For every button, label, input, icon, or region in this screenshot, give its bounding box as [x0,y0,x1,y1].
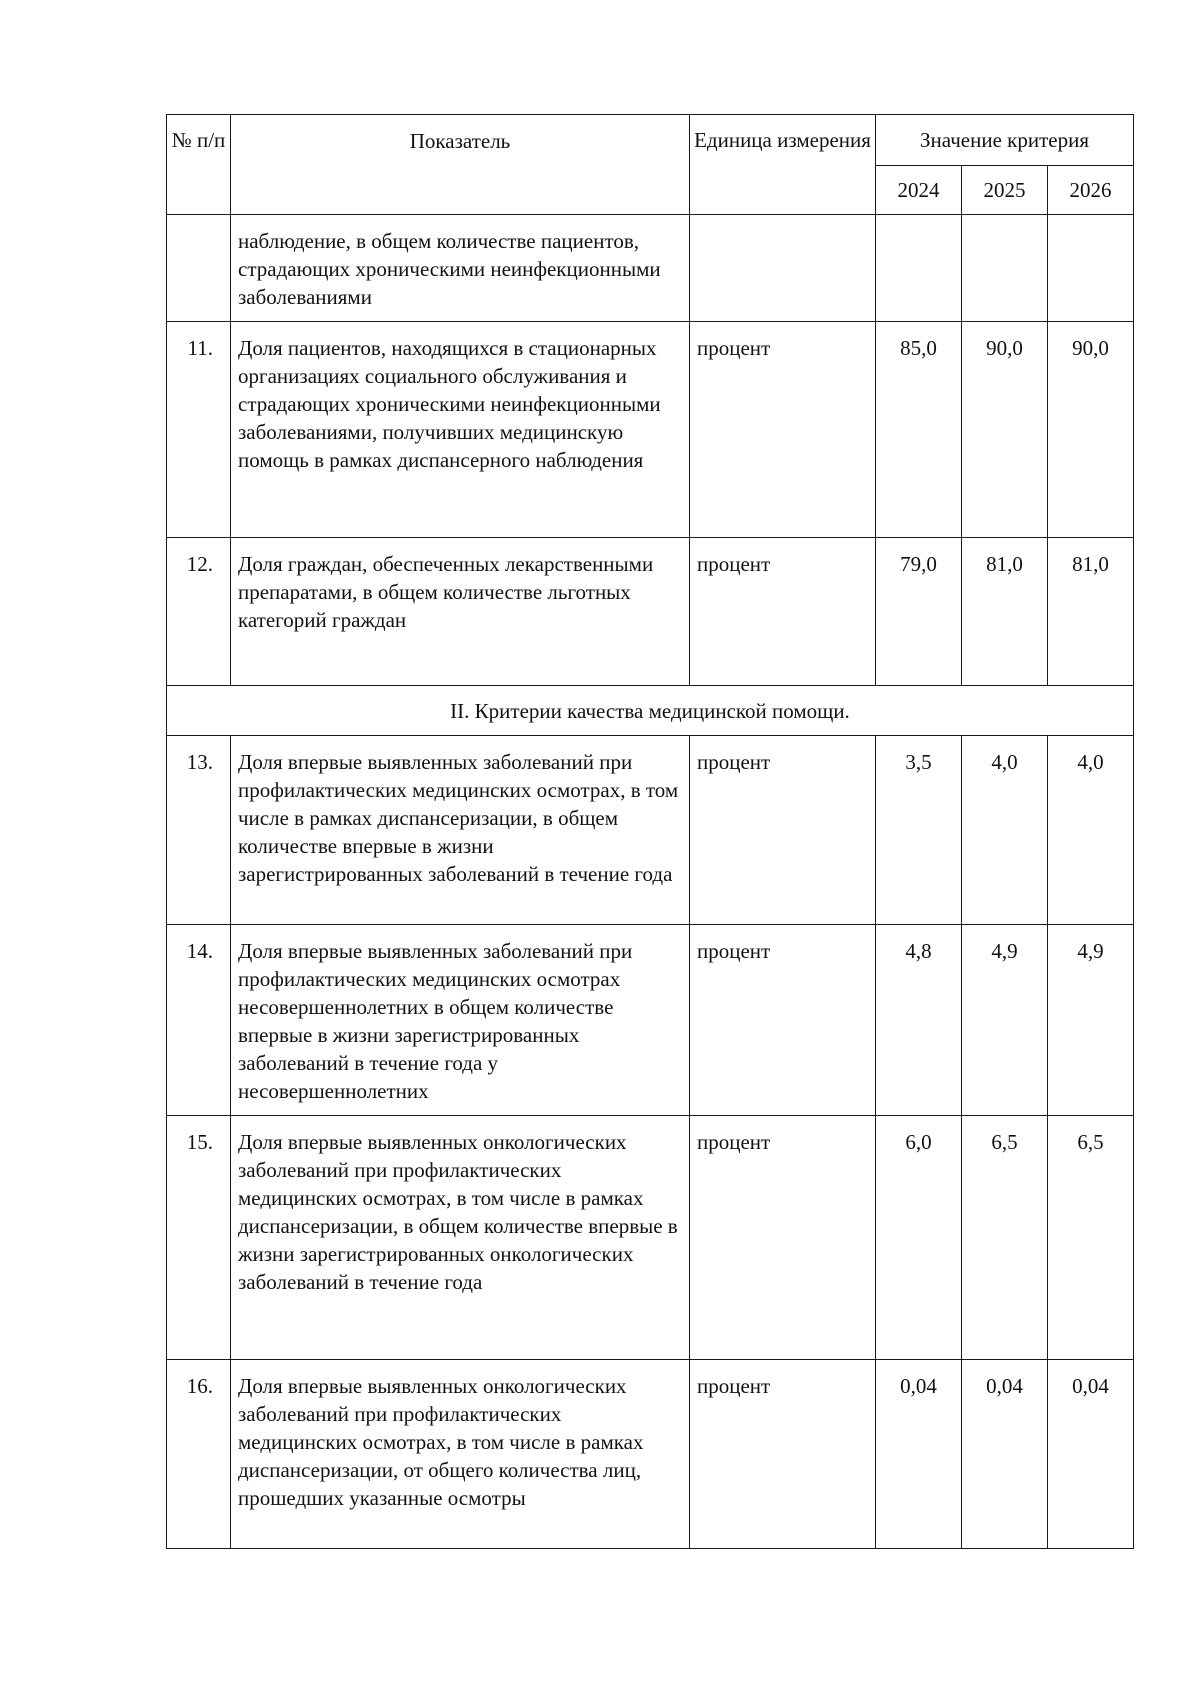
criteria-table [166,114,1134,1549]
row-indicator: наблюдение, в общем количестве пациентов, страдающих хроническими неинфекционными заболеваниями [231,215,690,322]
table-row [167,925,1134,1116]
header-indicator: Показатель [231,115,690,215]
row-value-2026 [1048,215,1134,322]
row-value-2024: 3,5 [876,736,962,925]
table-row [167,736,1134,925]
row-value-2025: 0,04 [962,1360,1048,1549]
row-value-2024: 0,04 [876,1360,962,1549]
table-row [167,538,1134,686]
row-indicator: Доля впервые выявленных онкологических заболеваний при профилактических медицинских осмотрах, в том числе в рамках диспансеризации, в общем количестве впервые в жизни зарегистрированных онкологических заболеваний в течение года [231,1116,690,1360]
row-value-2026: 81,0 [1048,538,1134,686]
table-row [167,1116,1134,1360]
row-value-2024: 4,8 [876,925,962,1116]
section-title: II. Критерии качества медицинской помощи. [167,686,1134,736]
row-value-2026: 90,0 [1048,322,1134,538]
header-year: 2026 [1048,166,1134,215]
row-number: 16. [167,1360,231,1549]
row-unit: процент [690,925,876,1116]
row-indicator: Доля пациентов, находящихся в стационарных организациях социального обслуживания и страдающих хроническими неинфекционными заболеваниями, получивших медицинскую помощь в рамках диспансерного наблюдения [231,322,690,538]
row-indicator: Доля граждан, обеспеченных лекарственными препаратами, в общем количестве льготных категорий граждан [231,538,690,686]
row-unit: процент [690,1360,876,1549]
header-year: 2025 [962,166,1048,215]
header-unit: Единица измерения [690,115,876,215]
row-value-2026: 4,0 [1048,736,1134,925]
row-value-2024: 6,0 [876,1116,962,1360]
table-row [167,1360,1134,1549]
row-unit: процент [690,1116,876,1360]
row-indicator: Доля впервые выявленных онкологических заболеваний при профилактических медицинских осмотрах, в том числе в рамках диспансеризации, от общего количества лиц, прошедших указанные осмотры [231,1360,690,1549]
row-indicator: Доля впервые выявленных заболеваний при профилактических медицинских осмотрах несовершеннолетних в общем количестве впервые в жизни зарегистрированных заболеваний в течение года у несовершеннолетних [231,925,690,1116]
header-number: № п/п [167,115,231,215]
row-number [167,215,231,322]
row-unit: процент [690,736,876,925]
row-number: 15. [167,1116,231,1360]
row-value-2026: 0,04 [1048,1360,1134,1549]
row-unit: процент [690,538,876,686]
row-value-2025: 6,5 [962,1116,1048,1360]
row-value-2025 [962,215,1048,322]
row-number: 13. [167,736,231,925]
row-value-2025: 4,0 [962,736,1048,925]
row-value-2024: 85,0 [876,322,962,538]
row-unit [690,215,876,322]
row-value-2026: 6,5 [1048,1116,1134,1360]
row-value-2025: 81,0 [962,538,1048,686]
table-row [167,322,1134,538]
table-row [167,215,1134,322]
row-number: 14. [167,925,231,1116]
row-value-2024 [876,215,962,322]
row-number: 12. [167,538,231,686]
section-row [167,686,1134,736]
row-value-2025: 4,9 [962,925,1048,1116]
row-unit: процент [690,322,876,538]
row-value-2024: 79,0 [876,538,962,686]
row-value-2026: 4,9 [1048,925,1134,1116]
header-year: 2024 [876,166,962,215]
header-criterion-value: Значение критерия [876,115,1134,166]
row-number: 11. [167,322,231,538]
row-indicator: Доля впервые выявленных заболеваний при профилактических медицинских осмотрах, в том числе в рамках диспансеризации, в общем количестве впервые в жизни зарегистрированных заболеваний в течение года [231,736,690,925]
row-value-2025: 90,0 [962,322,1048,538]
